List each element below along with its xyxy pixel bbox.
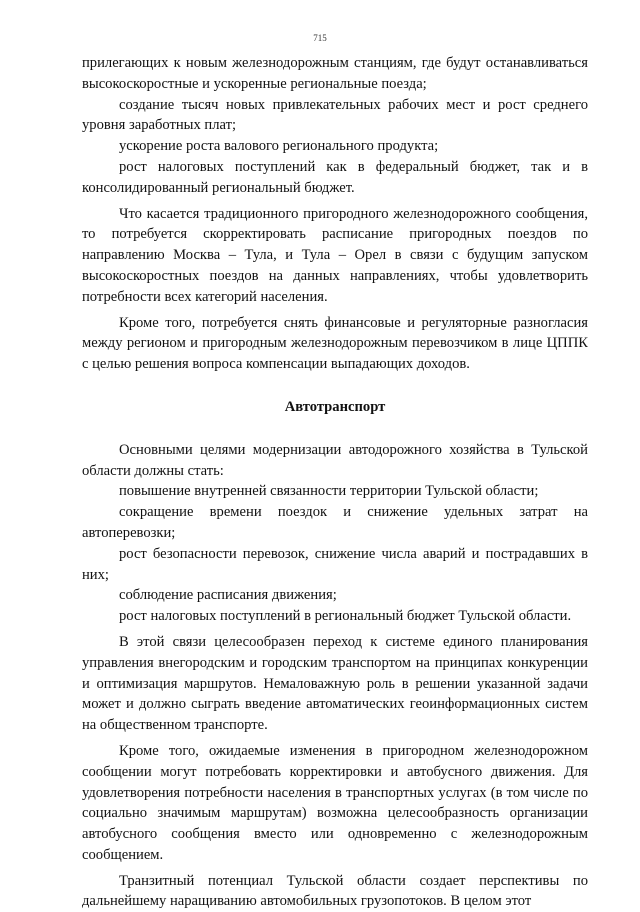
paragraph: рост налоговых поступлений в региональный бюджет Тульской области. <box>119 608 572 625</box>
paragraph: соблюдение расписания движения; <box>119 587 337 604</box>
paragraph: Кроме того, потребуется снять финансовые и регуляторные разногласия между регионом и пригородным железнодорожным перевозчиком в лице ЦППК с целью решения вопроса компенсации выпадающих доходов. <box>82 314 588 373</box>
paragraph: рост налоговых поступлений как в федеральный бюджет, так и в консолидированный региональный бюджет. <box>82 158 588 196</box>
section-heading: Автотранспорт <box>284 398 386 415</box>
paragraph: рост безопасности перевозок, снижение числа аварий и пострадавших в них; <box>82 545 588 583</box>
paragraph: В этой связи целесообразен переход к системе единого планирования управления внегородским и городским транспортом на принципах конкуренции и оптимизация маршрутов. Немаловажную роль в решении указанной задачи может и должно сыграть введение автоматических геоинформационных систем на общественном транспорте. <box>82 633 588 734</box>
paragraph: прилегающих к новым железнодорожным станциям, где будут останавливаться высокоскоростные и ускоренные региональные поезда; <box>82 55 588 92</box>
paragraph: Основными целями модернизации автодорожного хозяйства в Тульской области должны стать: <box>82 441 588 479</box>
document-body <box>82 53 588 912</box>
paragraphs-top <box>82 53 588 375</box>
paragraph: сокращение времени поездок и снижение удельных затрат на автоперевозки; <box>82 504 588 541</box>
paragraph: Кроме того, ожидаемые изменения в пригородном железнодорожном сообщении могут потребовать корректировки и автобусного движения. Для удовлетворения потребности населения в транспортных услугах (в том числе по социально значимым маршрутам) возможна целесообразность организации автобусного сообщения вместо или одновременно с железнодорожным сообщением. <box>82 742 588 863</box>
paragraph: повышение внутренней связанности территории Тульской области; <box>119 483 539 500</box>
paragraphs-bottom <box>82 440 588 912</box>
paragraph: создание тысяч новых привлекательных рабочих мест и рост среднего уровня заработных плат; <box>82 96 588 134</box>
paragraph: Что касается традиционного пригородного железнодорожного сообщения, то потребуется скорректировать расписание пригородных поездов по направлению Москва – Тула, и Тула – Орел в связи с будущим запуском высокоскоростных поездов на данных направлениях, чтобы удовлетворить потребности всех категорий населения. <box>82 205 588 305</box>
paragraph: Транзитный потенциал Тульской области создает перспективы по дальнейшему наращиванию автомобильных грузопотоков. В целом этот <box>82 872 588 910</box>
page-number: 715 <box>313 33 327 43</box>
paragraph: ускорение роста валового регионального продукта; <box>119 138 439 155</box>
